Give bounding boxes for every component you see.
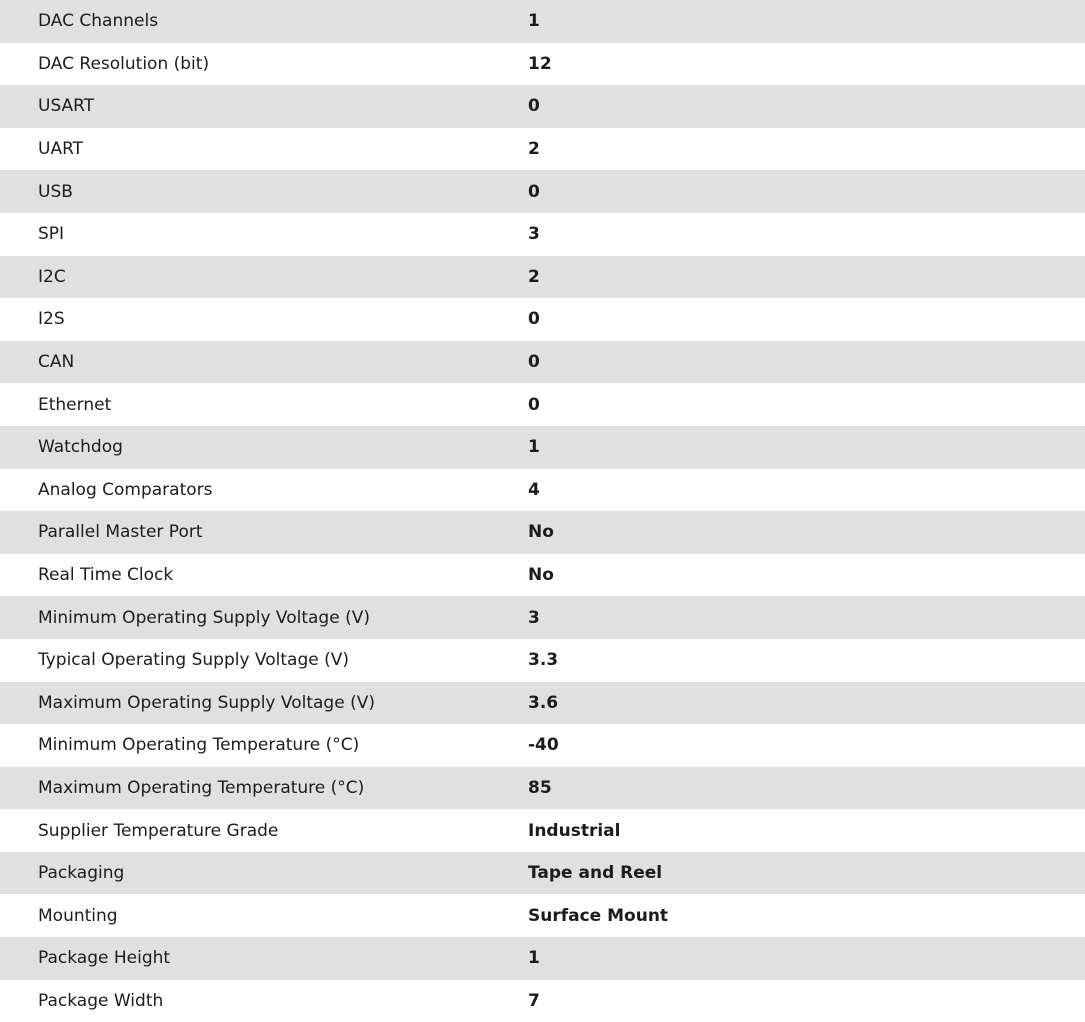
spec-value: 0	[528, 309, 540, 330]
spec-row-watchdog	[0, 426, 1085, 469]
spec-name: Packaging	[38, 863, 125, 884]
spec-value: 3.6	[528, 692, 559, 713]
spec-row-dac-resolution	[0, 43, 1085, 86]
spec-row-typ-supply-voltage	[0, 639, 1085, 682]
spec-value: 1	[528, 948, 540, 969]
spec-value: No	[528, 522, 554, 543]
spec-row-usart	[0, 85, 1085, 128]
spec-name: Minimum Operating Temperature (°C)	[38, 735, 360, 756]
spec-value: 1	[528, 11, 540, 32]
spec-value: 3.3	[528, 650, 559, 671]
spec-row-min-temperature	[0, 724, 1085, 767]
spec-row-dac-channels	[0, 0, 1085, 43]
spec-value: 1	[528, 437, 540, 458]
spec-row-can	[0, 341, 1085, 384]
spec-name: DAC Channels	[38, 11, 159, 32]
spec-value: 12	[528, 53, 552, 74]
spec-name: DAC Resolution (bit)	[38, 53, 210, 74]
spec-value: 7	[528, 990, 540, 1011]
spec-value: 2	[528, 266, 540, 287]
spec-value: 0	[528, 96, 540, 117]
spec-row-i2s	[0, 298, 1085, 341]
spec-row-package-width	[0, 980, 1085, 1022]
spec-value: 4	[528, 479, 540, 500]
spec-name: Parallel Master Port	[38, 522, 203, 543]
spec-value: Tape and Reel	[528, 863, 663, 884]
spec-name: Package Width	[38, 990, 164, 1011]
spec-value: 3	[528, 224, 540, 245]
spec-value: 3	[528, 607, 540, 628]
spec-row-spi	[0, 213, 1085, 256]
spec-row-mounting	[0, 894, 1085, 937]
spec-value: Industrial	[528, 820, 621, 841]
spec-name: USART	[38, 96, 95, 117]
spec-value: 2	[528, 139, 540, 160]
spec-row-max-supply-voltage	[0, 682, 1085, 725]
spec-row-parallel-master-port	[0, 511, 1085, 554]
spec-value: Surface Mount	[528, 905, 669, 926]
spec-row-max-temperature	[0, 767, 1085, 810]
spec-row-packaging	[0, 852, 1085, 895]
spec-row-usb	[0, 170, 1085, 213]
spec-value: 0	[528, 352, 540, 373]
spec-name: Real Time Clock	[38, 565, 174, 586]
spec-value: 85	[528, 777, 552, 798]
spec-name: Maximum Operating Supply Voltage (V)	[38, 692, 375, 713]
spec-name: Typical Operating Supply Voltage (V)	[38, 650, 349, 671]
spec-name: USB	[38, 181, 73, 202]
spec-name: SPI	[38, 224, 65, 245]
spec-name: Package Height	[38, 948, 171, 969]
spec-name: Minimum Operating Supply Voltage (V)	[38, 607, 370, 628]
spec-value: -40	[528, 735, 559, 756]
spec-value: 0	[528, 181, 540, 202]
spec-row-analog-comparators	[0, 469, 1085, 512]
spec-name: Watchdog	[38, 437, 123, 458]
spec-row-real-time-clock	[0, 554, 1085, 597]
spec-row-temperature-grade	[0, 809, 1085, 852]
spec-value: 0	[528, 394, 540, 415]
spec-name: Maximum Operating Temperature (°C)	[38, 777, 365, 798]
spec-name: UART	[38, 139, 84, 160]
spec-row-min-supply-voltage	[0, 596, 1085, 639]
spec-name: I2S	[38, 309, 65, 330]
spec-value: No	[528, 565, 554, 586]
spec-row-uart	[0, 128, 1085, 171]
spec-name: Supplier Temperature Grade	[38, 820, 279, 841]
spec-name: Analog Comparators	[38, 479, 213, 500]
spec-name: CAN	[38, 352, 75, 373]
spec-row-ethernet	[0, 383, 1085, 426]
spec-row-i2c	[0, 256, 1085, 299]
spec-name: Mounting	[38, 905, 118, 926]
spec-name: Ethernet	[38, 394, 112, 415]
spec-row-package-height	[0, 937, 1085, 980]
spec-name: I2C	[38, 266, 66, 287]
